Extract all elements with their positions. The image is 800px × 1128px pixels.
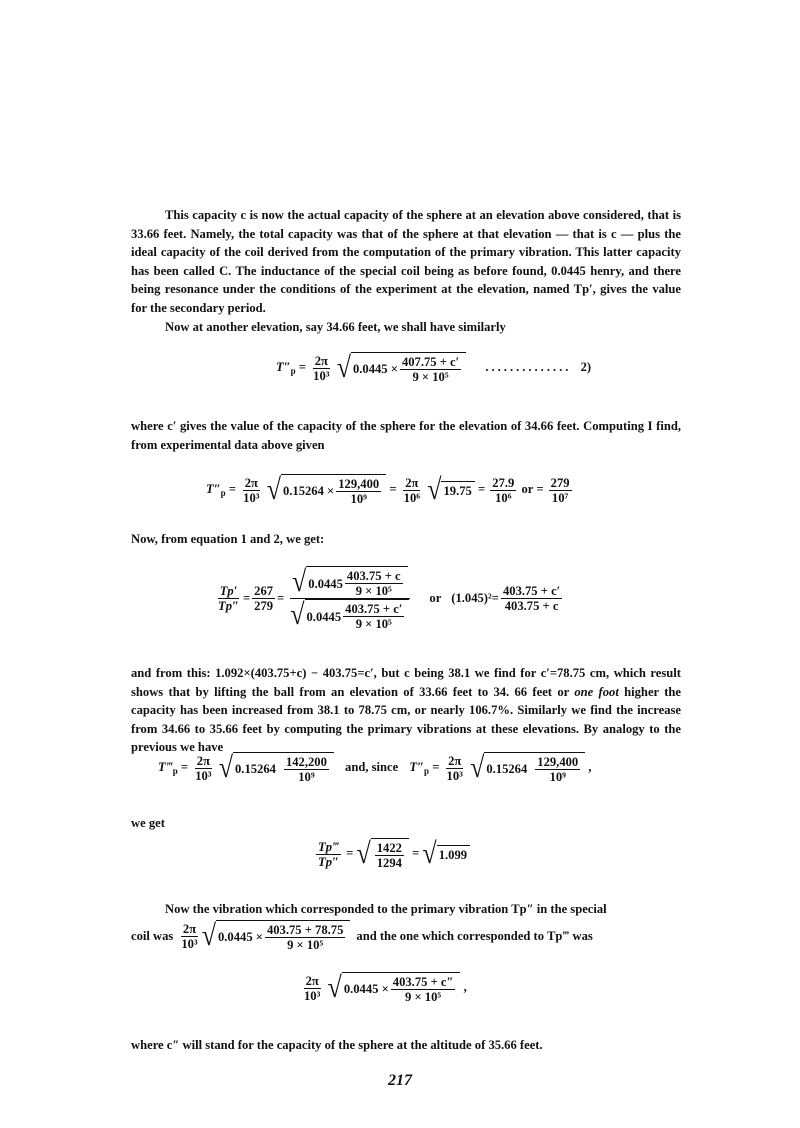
eq2-leader: .............. <box>485 359 572 374</box>
paragraph-and-from-this: and from this: 1.092×(403.75+c) − 403.75=c′, but c being 38.1 we find for c′=78.75 cm, which result shows that by lifting the ball from an elevation of 33.66 feet to 34. 66 feet or one foot higher the capacity has been increased from 38.1 to 78.75 cm, or nearly 106.7%. Similarly we find the increase from 34.66 to 35.66 feet by computing the primary vibrations at these elevations. By analogy to the previous we have <box>131 666 682 755</box>
paragraph-capacity: This capacity c is now the actual capacity of the sphere at an elevation above considered, that is 33.66 feet. Namely, the total capacity was that of the sphere at that elevation — that is c — plus the ideal capacity of the coil derived from the computation of the primary vibration. This latter capacity has been called C. The inductance of the special coil being as before found, 0.0445 henry, and there being resonance under the conditions of the experiment at the elevation, named Tp′, gives the value for the secondary period. <box>131 208 681 315</box>
equation-coil-line: coil was $\frac{2\pi}{\text{10³}}$ √ 0.0445 × $\frac{403.75 + 78.75}{\text{9 × 10⁵}}$ and the one which corresponded to Tp‴ was <box>131 918 593 953</box>
equation-compute: $T''_p$ = $\frac{2\pi}{\text{10³}}$ √ 0.15264 × $\frac{129,400}{\text{10⁹}}$ = $\frac{2\pi}{\text{10⁶}}$ √ 19.75 = $\frac{27.9}{\text{10⁶}}$ or = $\frac{279}{\text{10⁷}}$ <box>206 472 570 507</box>
paragraph-we-get: we get <box>131 816 165 830</box>
paragraph-another-elevation: Now at another elevation, say 34.66 feet, we shall have similarly <box>165 320 506 334</box>
eqc-lhs: T″ <box>206 481 221 496</box>
equation-2: $T''_p$ = $\frac{2\pi}{\text{10³}}$ √ 0.0445 × $\frac{407.75 + c'}{\text{9 × 10⁵}}$ .............. 2) <box>276 350 592 385</box>
paragraph-where-c-double-prime: where c″ will stand for the capacity of the sphere at the altitude of 35.66 feet. <box>131 1038 543 1052</box>
equation-result: $\frac{Tp‴}{Tp''}$ = √ $\frac{1422}{1294}$ = √ 1.099 <box>314 838 470 870</box>
equation-ratio: $\frac{Tp'}{Tp''}$ = $\frac{267}{279}$ = √ 0.0445 $\frac{403.75 + c}{\text{9 × 10⁵}}$ √ 0.0445 $\frac{403.75 + c'}{\text{9 × 10⁵}}$ or (1.045)² = $\frac{403.75 + c'}{403.75 + c}$ <box>218 564 561 632</box>
paragraph-where-c-prime: where c′ gives the value of the capacity of the sphere for the elevation of 34.66 feet. Computing I find, from experimental data above given <box>131 419 681 452</box>
equation-last: $\frac{2\pi}{\text{10³}}$ √ 0.0445 × $\frac{403.75 + c''}{\text{9 × 10⁵}}$ , <box>304 970 467 1005</box>
page-number: 217 <box>388 1072 412 1089</box>
eq2-coef: $\frac{2\pi}{\text{10³}}$ <box>313 353 330 383</box>
eq2-sqrt: √ 0.0445 × $\frac{407.75 + c'}{\text{9 × 10⁵}}$ <box>337 352 467 384</box>
equation-triple: $T‴_p$ = $\frac{2\pi}{\text{10³}}$ √ 0.15264 $\frac{142,200}{\text{10⁹}}$ and, since $T''_p$ = $\frac{2\pi}{\text{10³}}$ √ 0.15264 $\frac{129,400}{\text{10⁹}}$ , <box>158 750 592 785</box>
eqc-lhs-sub: p <box>220 487 226 498</box>
eq2-lhs-sub: p <box>290 365 296 376</box>
paragraph-from-equation: Now, from equation 1 and 2, we get: <box>131 532 325 546</box>
eq2-label: 2) <box>580 359 592 374</box>
paragraph-vibration: Now the vibration which corresponded to the primary vibration Tp″ in the special <box>165 902 607 916</box>
eq2-lhs: T″ <box>276 359 291 374</box>
